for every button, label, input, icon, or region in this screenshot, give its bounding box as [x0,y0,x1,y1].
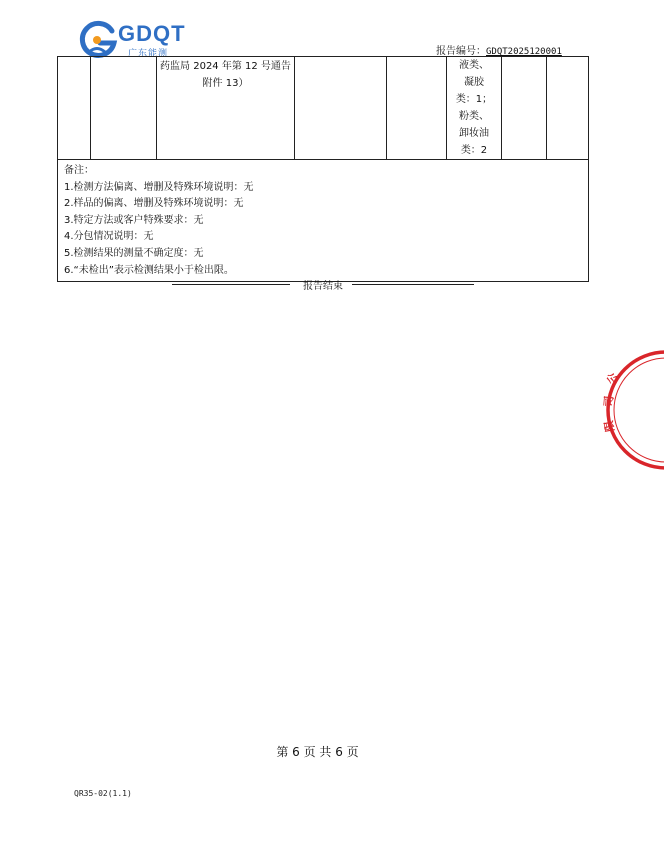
divider [352,284,474,285]
note-item: 6.“未检出”表示检测结果小于检出限。 [64,264,234,276]
table-row [58,57,589,160]
report-end-text: 报告结束 [303,281,343,292]
report-number-value: GDQT2025120001 [486,47,562,57]
table-cell-standard: 药监局 2024 年第 12 号通告附件 13） [157,57,295,160]
note-item: 4.分包情况说明：无 [64,231,154,243]
form-code: QR35-02(1.1) [74,789,132,798]
report-number [436,42,562,57]
table-cell [91,57,157,160]
svg-text:司: 司 [602,395,616,408]
notes-title: 备注： [64,165,94,176]
note-item: 2.样品的偏离、增删及特殊环境说明：无 [64,198,244,210]
table-cell [295,57,387,160]
note-item: 3.特定方法或客户特殊要求：无 [64,214,204,226]
category-line: 凝胶 [464,77,484,88]
table-cell-category [447,57,502,160]
category-line: 液类、 [459,60,489,71]
note-item: 1.检测方法偏离、增删及特殊环境说明：无 [64,181,254,193]
svg-text:限: 限 [602,419,617,433]
table-cell [58,57,91,160]
page-number: 第 6 页 共 6 页 [276,745,359,759]
category-line: 类：2 [460,145,488,156]
logo-mark-icon [76,19,120,61]
logo-subtitle: 广东能测 [128,49,169,59]
official-seal [604,345,664,475]
svg-text:公: 公 [604,371,621,387]
report-end-marker [172,277,474,291]
category-line: 粉类、 [459,111,489,122]
note-item: 5.检测结果的测量不确定度：无 [64,247,204,259]
notes-row [58,160,589,282]
table-cell [547,57,589,160]
category-line: 卸妆油 [459,128,489,139]
table-cell [502,57,547,160]
company-logo [76,19,196,61]
category-line: 类：1； [455,94,493,105]
table-cell [387,57,447,160]
notes-cell [58,160,589,282]
seal-stamp-icon [604,345,664,475]
logo-text: GDQT [118,21,186,46]
results-table [57,56,589,282]
report-number-label: 报告编号： [436,46,486,57]
